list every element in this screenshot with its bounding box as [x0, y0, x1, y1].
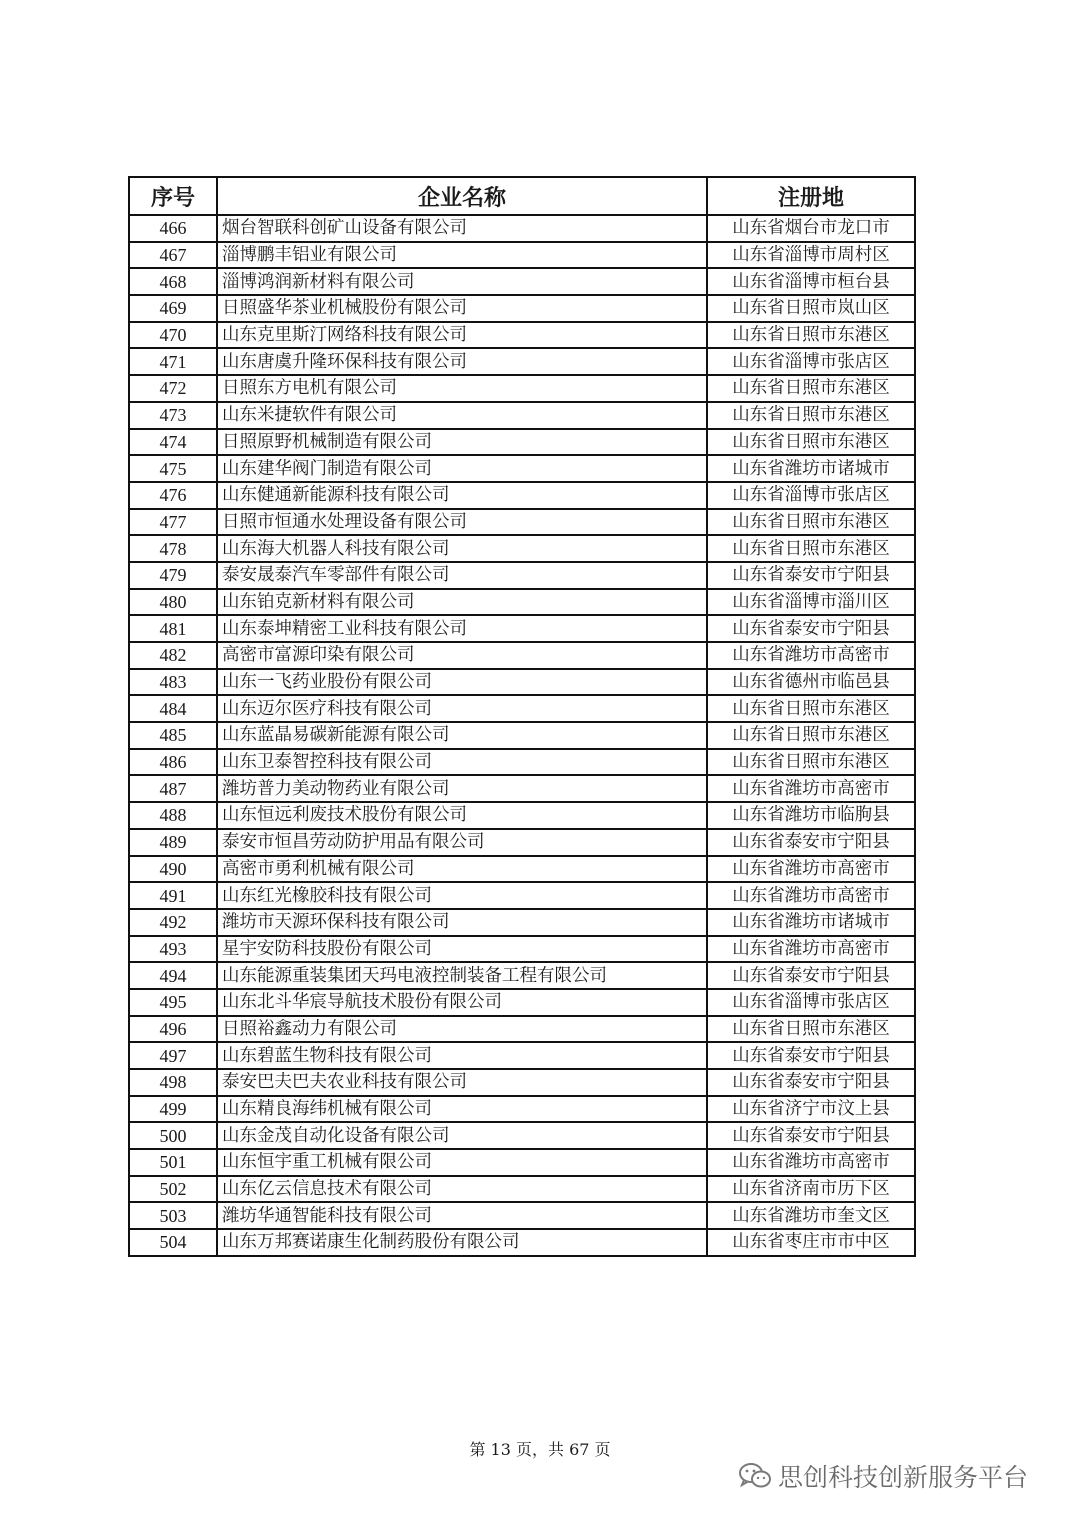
table-row: [129, 562, 915, 589]
company-name-cell: 山东能源重装集团天玛电液控制装备工程有限公司: [217, 962, 707, 989]
table-row: [129, 882, 915, 909]
table-row: [129, 775, 915, 802]
table-row: [129, 802, 915, 829]
wechat-icon: [738, 1462, 772, 1490]
registered-location-cell: 山东省日照市东港区: [707, 1016, 915, 1043]
row-index-cell: 470: [129, 322, 217, 349]
table-row: [129, 909, 915, 936]
table-row: [129, 936, 915, 963]
row-index-cell: 484: [129, 695, 217, 722]
company-name-cell: 山东一飞药业股份有限公司: [217, 669, 707, 696]
row-index-cell: 499: [129, 1096, 217, 1123]
table-row: [129, 1149, 915, 1176]
company-name-cell: 山东建华阀门制造有限公司: [217, 455, 707, 482]
registered-location-cell: 山东省日照市东港区: [707, 322, 915, 349]
table-row: [129, 1042, 915, 1069]
registered-location-cell: 山东省潍坊市奎文区: [707, 1202, 915, 1229]
registered-location-cell: 山东省淄博市淄川区: [707, 589, 915, 616]
registered-location-cell: 山东省济宁市汶上县: [707, 1096, 915, 1123]
company-name-cell: 山东红光橡胶科技有限公司: [217, 882, 707, 909]
row-index-cell: 492: [129, 909, 217, 936]
row-index-cell: 501: [129, 1149, 217, 1176]
row-index-cell: 468: [129, 268, 217, 295]
table-row: [129, 535, 915, 562]
table-row: [129, 455, 915, 482]
company-name-cell: 山东泰坤精密工业科技有限公司: [217, 615, 707, 642]
row-index-cell: 477: [129, 509, 217, 536]
company-name-cell: 泰安市恒昌劳动防护用品有限公司: [217, 829, 707, 856]
registered-location-cell: 山东省泰安市宁阳县: [707, 1069, 915, 1096]
registered-location-cell: 山东省泰安市宁阳县: [707, 1042, 915, 1069]
table-row: [129, 722, 915, 749]
company-name-cell: 山东恒宇重工机械有限公司: [217, 1149, 707, 1176]
registered-location-cell: 山东省日照市岚山区: [707, 295, 915, 322]
table-row: [129, 695, 915, 722]
company-name-cell: 山东精良海纬机械有限公司: [217, 1096, 707, 1123]
watermark: [738, 1456, 1028, 1496]
company-name-cell: 山东唐虞升隆环保科技有限公司: [217, 348, 707, 375]
table-row: [129, 268, 915, 295]
header-index: 序号: [129, 177, 217, 215]
table-header-row: [129, 177, 915, 215]
table-row: [129, 295, 915, 322]
row-index-cell: 493: [129, 936, 217, 963]
table-row: [129, 1202, 915, 1229]
registered-location-cell: 山东省淄博市张店区: [707, 989, 915, 1016]
company-name-cell: 日照原野机械制造有限公司: [217, 429, 707, 456]
row-index-cell: 485: [129, 722, 217, 749]
row-index-cell: 497: [129, 1042, 217, 1069]
registered-location-cell: 山东省潍坊市高密市: [707, 882, 915, 909]
registered-location-cell: 山东省济南市历下区: [707, 1176, 915, 1203]
company-name-cell: 潍坊市天源环保科技有限公司: [217, 909, 707, 936]
company-name-cell: 淄博鸿润新材料有限公司: [217, 268, 707, 295]
company-name-cell: 日照裕鑫动力有限公司: [217, 1016, 707, 1043]
registered-location-cell: 山东省淄博市桓台县: [707, 268, 915, 295]
row-index-cell: 488: [129, 802, 217, 829]
company-name-cell: 泰安晟泰汽车零部件有限公司: [217, 562, 707, 589]
registered-location-cell: 山东省德州市临邑县: [707, 669, 915, 696]
table-row: [129, 989, 915, 1016]
registered-location-cell: 山东省潍坊市高密市: [707, 775, 915, 802]
company-name-cell: 山东铂克新材料有限公司: [217, 589, 707, 616]
row-index-cell: 494: [129, 962, 217, 989]
registered-location-cell: 山东省潍坊市高密市: [707, 1149, 915, 1176]
company-list-table-container: [128, 176, 914, 1257]
table-row: [129, 482, 915, 509]
table-row: [129, 348, 915, 375]
row-index-cell: 486: [129, 749, 217, 776]
company-name-cell: 星宇安防科技股份有限公司: [217, 936, 707, 963]
row-index-cell: 487: [129, 775, 217, 802]
registered-location-cell: 山东省枣庄市市中区: [707, 1229, 915, 1256]
company-name-cell: 泰安巴夫巴夫农业科技有限公司: [217, 1069, 707, 1096]
table-row: [129, 1176, 915, 1203]
table-row: [129, 589, 915, 616]
row-index-cell: 500: [129, 1122, 217, 1149]
table-row: [129, 242, 915, 269]
table-row: [129, 509, 915, 536]
row-index-cell: 467: [129, 242, 217, 269]
registered-location-cell: 山东省泰安市宁阳县: [707, 615, 915, 642]
page-number: 第 13 页，共 67 页: [469, 1440, 611, 1459]
registered-location-cell: 山东省烟台市龙口市: [707, 215, 915, 242]
header-company-name: 企业名称: [217, 177, 707, 215]
row-index-cell: 503: [129, 1202, 217, 1229]
table-row: [129, 429, 915, 456]
registered-location-cell: 山东省潍坊市诸城市: [707, 909, 915, 936]
company-name-cell: 山东万邦赛诺康生化制药股份有限公司: [217, 1229, 707, 1256]
row-index-cell: 471: [129, 348, 217, 375]
registered-location-cell: 山东省泰安市宁阳县: [707, 562, 915, 589]
table-row: [129, 1229, 915, 1256]
row-index-cell: 495: [129, 989, 217, 1016]
company-list-table: [128, 176, 916, 1257]
registered-location-cell: 山东省淄博市张店区: [707, 348, 915, 375]
table-row: [129, 1122, 915, 1149]
row-index-cell: 475: [129, 455, 217, 482]
row-index-cell: 498: [129, 1069, 217, 1096]
registered-location-cell: 山东省日照市东港区: [707, 749, 915, 776]
company-name-cell: 日照市恒通水处理设备有限公司: [217, 509, 707, 536]
row-index-cell: 504: [129, 1229, 217, 1256]
company-name-cell: 烟台智联科创矿山设备有限公司: [217, 215, 707, 242]
row-index-cell: 474: [129, 429, 217, 456]
table-row: [129, 962, 915, 989]
registered-location-cell: 山东省潍坊市高密市: [707, 936, 915, 963]
registered-location-cell: 山东省日照市东港区: [707, 402, 915, 429]
watermark-text: 思创科技创新服务平台: [778, 1463, 1029, 1492]
table-row: [129, 829, 915, 856]
company-name-cell: 潍坊普力美动物药业有限公司: [217, 775, 707, 802]
company-name-cell: 高密市勇利机械有限公司: [217, 856, 707, 883]
company-name-cell: 潍坊华通智能科技有限公司: [217, 1202, 707, 1229]
row-index-cell: 476: [129, 482, 217, 509]
company-name-cell: 高密市富源印染有限公司: [217, 642, 707, 669]
row-index-cell: 478: [129, 535, 217, 562]
table-row: [129, 1069, 915, 1096]
company-name-cell: 山东蓝晶易碳新能源有限公司: [217, 722, 707, 749]
registered-location-cell: 山东省潍坊市高密市: [707, 642, 915, 669]
registered-location-cell: 山东省日照市东港区: [707, 535, 915, 562]
row-index-cell: 482: [129, 642, 217, 669]
company-name-cell: 山东金茂自动化设备有限公司: [217, 1122, 707, 1149]
registered-location-cell: 山东省潍坊市高密市: [707, 856, 915, 883]
table-row: [129, 1016, 915, 1043]
company-name-cell: 山东海大机器人科技有限公司: [217, 535, 707, 562]
registered-location-cell: 山东省潍坊市临朐县: [707, 802, 915, 829]
company-name-cell: 山东卫泰智控科技有限公司: [217, 749, 707, 776]
row-index-cell: 480: [129, 589, 217, 616]
table-row: [129, 1096, 915, 1123]
company-name-cell: 山东米捷软件有限公司: [217, 402, 707, 429]
registered-location-cell: 山东省淄博市周村区: [707, 242, 915, 269]
company-name-cell: 山东碧蓝生物科技有限公司: [217, 1042, 707, 1069]
registered-location-cell: 山东省淄博市张店区: [707, 482, 915, 509]
company-name-cell: 山东恒远利废技术股份有限公司: [217, 802, 707, 829]
row-index-cell: 483: [129, 669, 217, 696]
row-index-cell: 479: [129, 562, 217, 589]
row-index-cell: 473: [129, 402, 217, 429]
table-row: [129, 402, 915, 429]
row-index-cell: 502: [129, 1176, 217, 1203]
row-index-cell: 469: [129, 295, 217, 322]
table-row: [129, 642, 915, 669]
company-name-cell: 山东北斗华宸导航技术股份有限公司: [217, 989, 707, 1016]
table-row: [129, 856, 915, 883]
company-name-cell: 山东克里斯汀网络科技有限公司: [217, 322, 707, 349]
registered-location-cell: 山东省泰安市宁阳县: [707, 962, 915, 989]
registered-location-cell: 山东省日照市东港区: [707, 509, 915, 536]
row-index-cell: 490: [129, 856, 217, 883]
table-row: [129, 615, 915, 642]
registered-location-cell: 山东省潍坊市诸城市: [707, 455, 915, 482]
registered-location-cell: 山东省泰安市宁阳县: [707, 1122, 915, 1149]
registered-location-cell: 山东省日照市东港区: [707, 429, 915, 456]
table-row: [129, 749, 915, 776]
company-name-cell: 淄博鹏丰铝业有限公司: [217, 242, 707, 269]
registered-location-cell: 山东省日照市东港区: [707, 722, 915, 749]
table-row: [129, 669, 915, 696]
row-index-cell: 491: [129, 882, 217, 909]
registered-location-cell: 山东省日照市东港区: [707, 375, 915, 402]
company-name-cell: 山东健通新能源科技有限公司: [217, 482, 707, 509]
header-registered-location: 注册地: [707, 177, 915, 215]
row-index-cell: 466: [129, 215, 217, 242]
registered-location-cell: 山东省日照市东港区: [707, 695, 915, 722]
table-row: [129, 322, 915, 349]
table-row: [129, 375, 915, 402]
table-row: [129, 215, 915, 242]
row-index-cell: 481: [129, 615, 217, 642]
row-index-cell: 472: [129, 375, 217, 402]
row-index-cell: 489: [129, 829, 217, 856]
company-name-cell: 山东亿云信息技术有限公司: [217, 1176, 707, 1203]
company-name-cell: 日照盛华茶业机械股份有限公司: [217, 295, 707, 322]
company-name-cell: 日照东方电机有限公司: [217, 375, 707, 402]
company-name-cell: 山东迈尔医疗科技有限公司: [217, 695, 707, 722]
row-index-cell: 496: [129, 1016, 217, 1043]
registered-location-cell: 山东省泰安市宁阳县: [707, 829, 915, 856]
